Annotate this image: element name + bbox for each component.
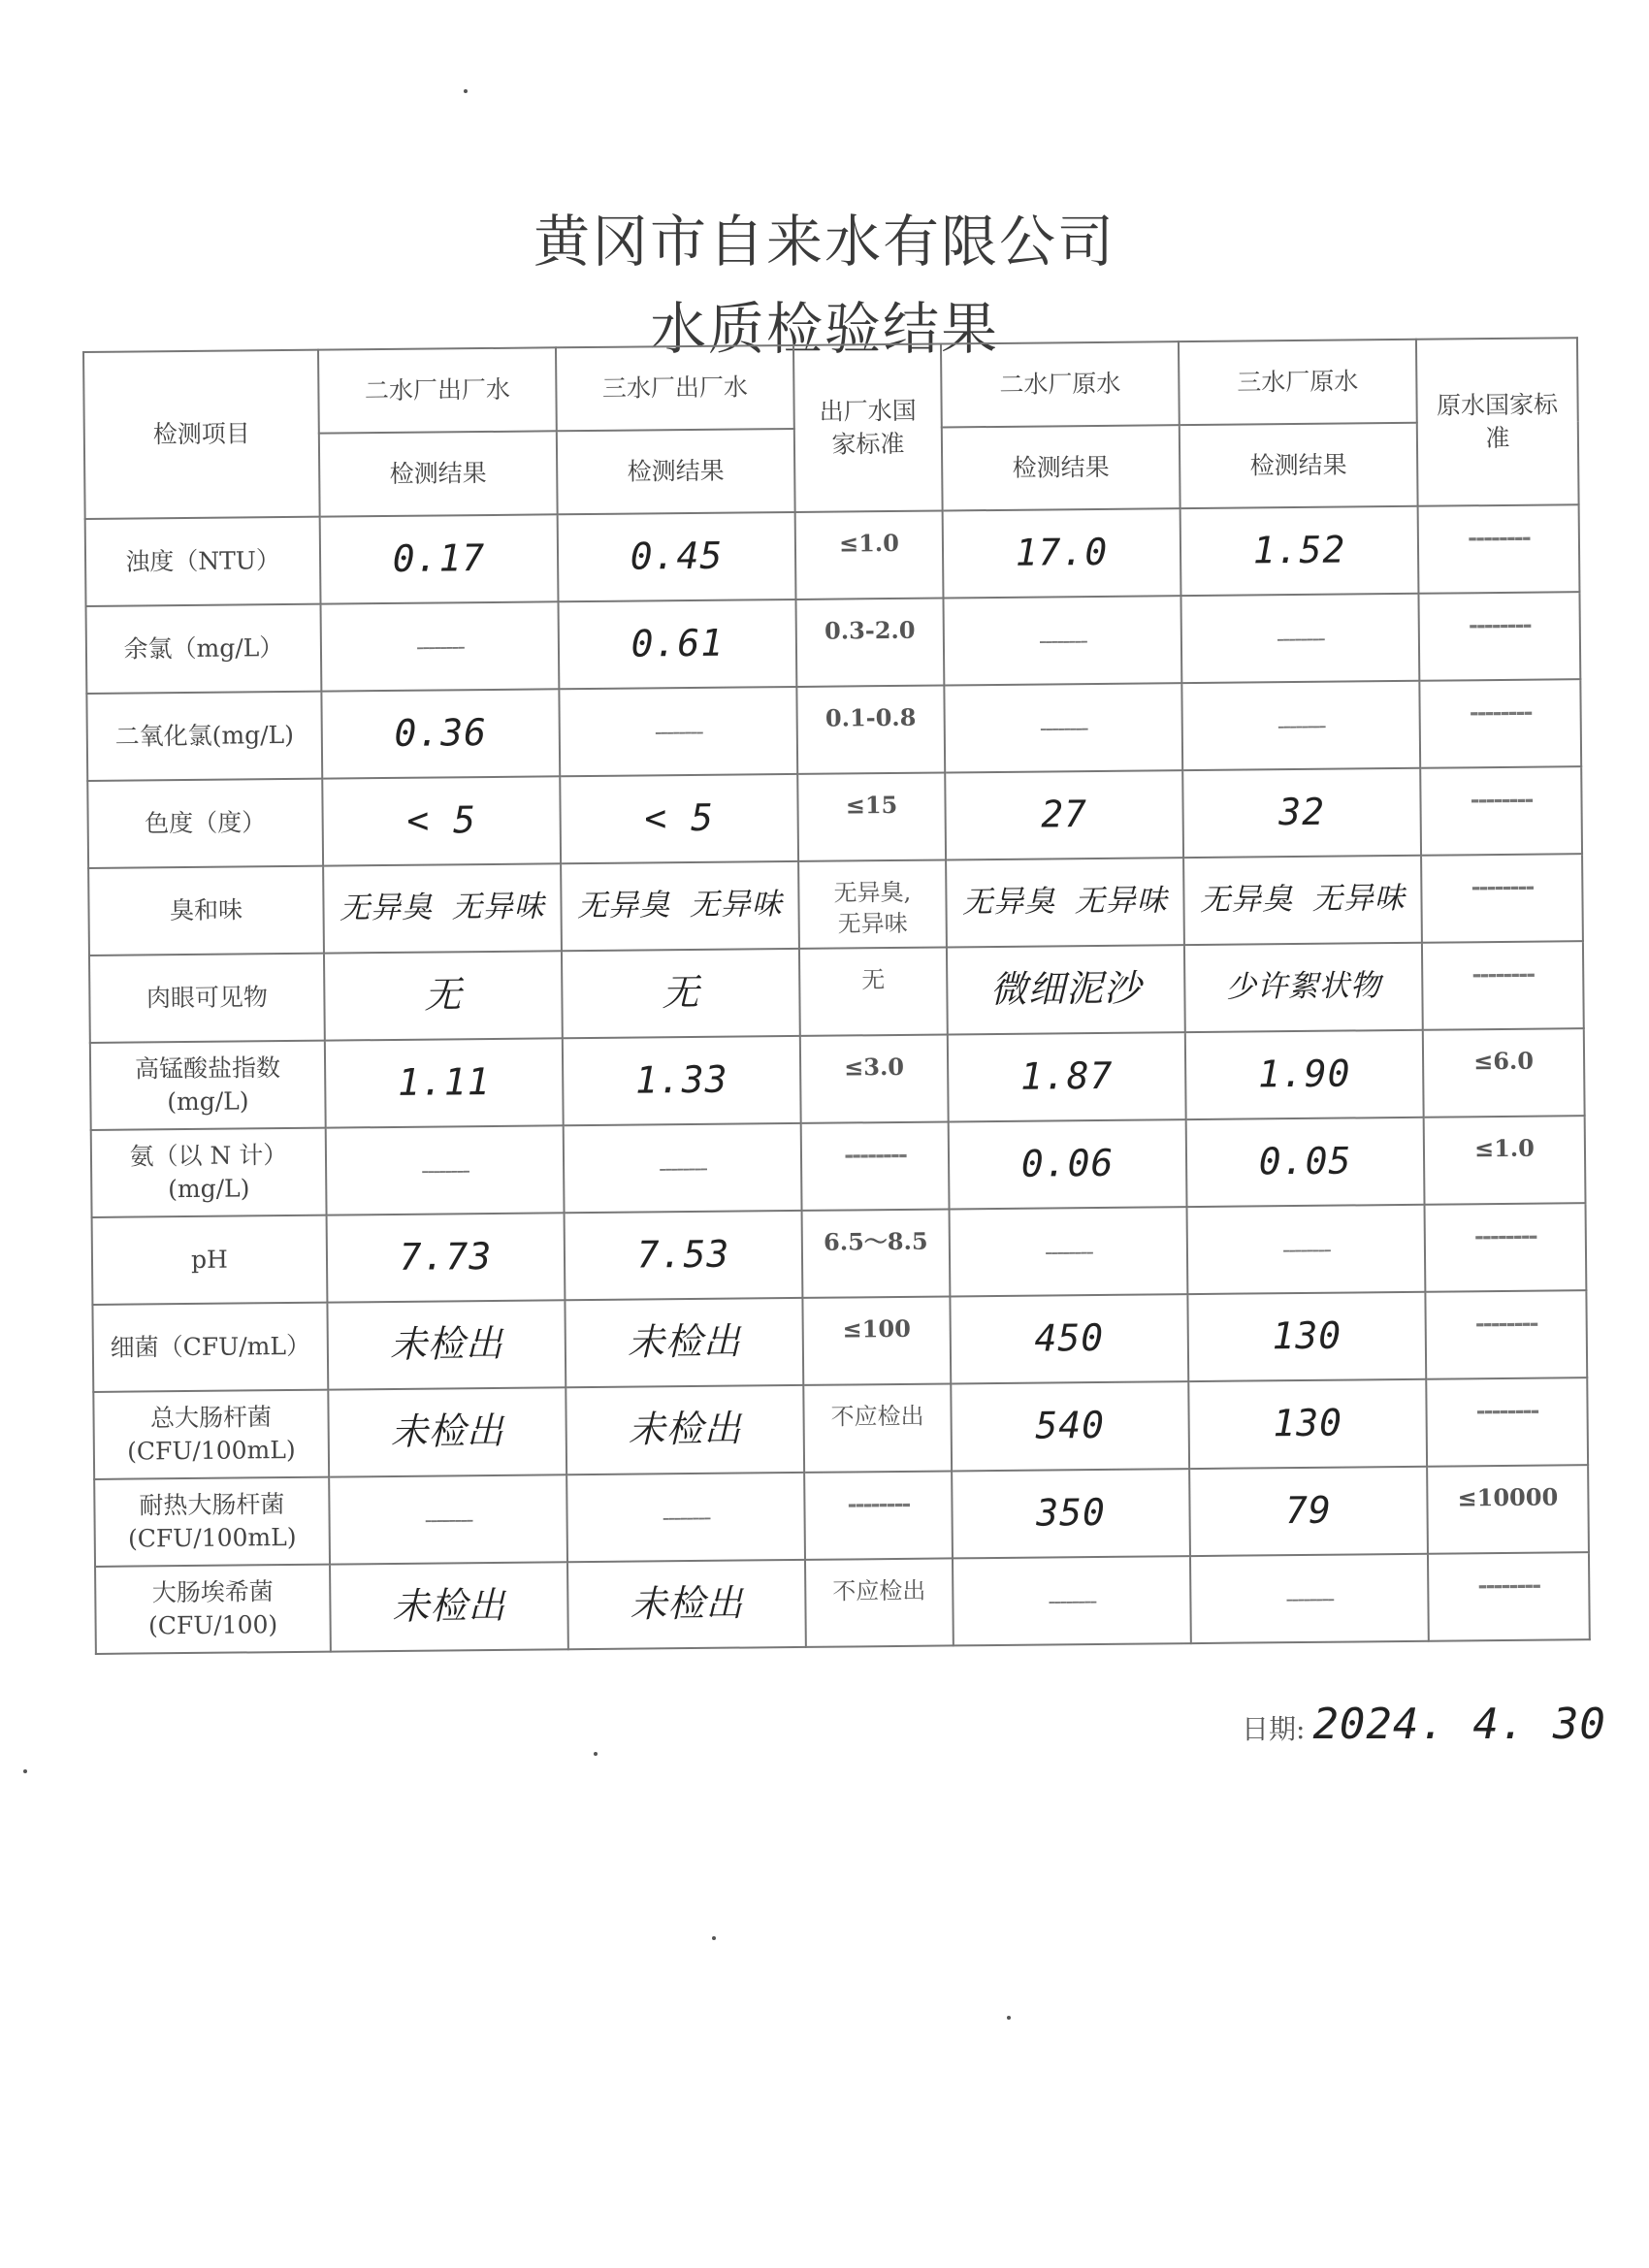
cell-text: 130 [1272, 1313, 1342, 1358]
plant2-outlet-result [328, 1387, 566, 1476]
table-row [92, 1203, 1587, 1305]
plant2-raw-result [953, 1556, 1191, 1645]
table-row [88, 854, 1583, 956]
cell-text: ≤15 [845, 790, 898, 820]
item-name [89, 954, 325, 1043]
item-name [88, 866, 324, 956]
plant2-outlet-result [330, 1562, 568, 1651]
cell-text: -------- [844, 1139, 906, 1169]
plant2-raw-result [944, 683, 1182, 772]
cell-text: 未检出 [389, 1322, 504, 1367]
item-name [87, 779, 323, 868]
plant3-raw-result [1180, 594, 1419, 683]
item-name [90, 1041, 326, 1130]
cell-text: 无异臭 无异味 [576, 887, 784, 924]
plant3-outlet-result [559, 599, 797, 689]
cell-text: -------- [1470, 784, 1533, 814]
table-row [86, 679, 1581, 781]
plant3-raw-result [1185, 1030, 1424, 1119]
plant2-raw-result [943, 508, 1181, 598]
cell-text: < 5 [406, 798, 477, 843]
raw-standard [1419, 679, 1581, 768]
header-raw-standard: 原水国家标准 [1416, 338, 1579, 506]
cell-text: 17.0 [1015, 531, 1109, 575]
table-row [87, 766, 1582, 868]
outlet-standard [797, 772, 946, 860]
cell-text: -------- [662, 1503, 710, 1532]
outlet-standard [796, 685, 945, 773]
item-name [86, 604, 322, 694]
cell-text: -------- [1471, 958, 1535, 988]
report-title: 水质检验结果 [649, 296, 999, 362]
raw-standard [1418, 504, 1580, 594]
plant3-outlet-result [564, 1123, 802, 1213]
plant3-outlet-result [560, 774, 798, 863]
cell-text: 未检出 [392, 1584, 506, 1629]
cell-text: -------- [1277, 711, 1325, 740]
cell-text: (CFU/100mL) [127, 1522, 297, 1553]
plant3-raw-result [1183, 856, 1422, 945]
plant2-outlet-result [320, 514, 559, 603]
cell-text: 不应检出 [832, 1576, 926, 1605]
plant3-raw-result [1180, 506, 1419, 596]
cell-text: (CFU/100) [147, 1610, 278, 1640]
table-row [91, 1116, 1586, 1217]
cell-text: 27 [1041, 793, 1088, 836]
plant2-raw-result [948, 1032, 1186, 1121]
cell-text: -------- [424, 1506, 472, 1534]
raw-standard [1426, 1377, 1588, 1467]
item-name [92, 1215, 328, 1305]
cell-text: 无 [861, 966, 886, 994]
cell-text: 32 [1278, 791, 1326, 834]
outlet-standard [798, 859, 947, 948]
cell-text: 无异臭 无异味 [961, 883, 1168, 921]
item-name [94, 1477, 330, 1567]
plant3-outlet-result [562, 949, 800, 1038]
cell-text: -------- [1048, 1587, 1096, 1615]
plant3-raw-result [1181, 681, 1420, 770]
cell-text: 7.73 [399, 1235, 493, 1280]
raw-standard [1422, 941, 1584, 1030]
header-outlet-standard: 出厂水国家标准 [793, 344, 943, 512]
table-row [95, 1552, 1590, 1654]
cell-text: 未检出 [390, 1409, 504, 1454]
plant2-outlet-result [325, 1038, 564, 1127]
cell-text: 450 [1034, 1316, 1105, 1360]
plant2-raw-result [945, 770, 1183, 859]
raw-standard [1423, 1028, 1585, 1118]
plant3-raw-result [1187, 1205, 1426, 1294]
raw-standard [1425, 1290, 1587, 1379]
item-name [85, 517, 321, 606]
cell-text: 高锰酸盐指数 [134, 1053, 281, 1084]
header-result: 检测结果 [557, 429, 795, 514]
cell-text: -------- [415, 632, 465, 661]
table-row [92, 1290, 1587, 1392]
cell-text: 0.06 [1020, 1142, 1115, 1186]
table-row [89, 941, 1584, 1043]
plant2-raw-result [946, 858, 1184, 947]
date-block [1242, 1700, 1606, 1749]
cell-text: 1.90 [1257, 1052, 1351, 1096]
cell-text: 无异臭, [833, 878, 912, 907]
raw-standard [1424, 1116, 1586, 1205]
cell-text: -------- [1475, 1395, 1538, 1425]
cell-text: 少许絮状物 [1225, 968, 1382, 1005]
outlet-standard [795, 598, 944, 686]
cell-text: 0.36 [394, 711, 488, 756]
plant2-raw-result [952, 1469, 1190, 1558]
cell-text: 臭和味 [169, 895, 243, 925]
plant3-raw-result [1184, 943, 1423, 1032]
water-quality-table [82, 337, 1591, 1655]
cell-text: -------- [1276, 624, 1324, 653]
cell-text: -------- [1471, 871, 1534, 901]
plant2-outlet-result [326, 1125, 565, 1215]
cell-text: -------- [421, 1156, 469, 1184]
outlet-standard [799, 947, 948, 1035]
item-name [91, 1128, 327, 1217]
cell-text: -------- [1469, 697, 1532, 727]
plant3-outlet-result [566, 1473, 805, 1562]
plant3-outlet-result [565, 1298, 803, 1387]
cell-text: 不应检出 [830, 1402, 924, 1431]
cell-text: 色度（度） [145, 808, 267, 838]
cell-text: 1.33 [634, 1057, 728, 1102]
cell-text: 0.45 [630, 535, 724, 578]
cell-text: ≤10000 [1457, 1482, 1559, 1512]
cell-text: ≤1.0 [838, 528, 900, 558]
cell-text: 无异味 [837, 910, 908, 938]
outlet-standard [805, 1558, 954, 1646]
cell-text: -------- [1281, 1235, 1331, 1264]
header-plant3-raw: 三水厂原水 [1179, 340, 1417, 425]
header-result: 检测结果 [942, 425, 1180, 510]
cell-text: 未检出 [627, 1319, 742, 1364]
plant3-outlet-result [567, 1560, 806, 1649]
item-name [92, 1303, 328, 1392]
cell-text: ≤6.0 [1473, 1046, 1535, 1076]
cell-text: 7.53 [636, 1232, 730, 1277]
outlet-standard [802, 1209, 951, 1297]
plant3-outlet-result [563, 1036, 801, 1125]
cell-text: 氨（以 N 计） [129, 1141, 288, 1171]
item-name [86, 692, 322, 781]
plant2-outlet-result [323, 863, 562, 953]
cell-text: 浊度（NTU） [125, 546, 281, 576]
cell-text: ≤1.0 [1473, 1133, 1536, 1163]
cell-text: 6.5～8.5 [823, 1226, 928, 1256]
plant2-outlet-result [327, 1300, 566, 1389]
cell-text: < 5 [644, 796, 715, 840]
header-plant3-outlet: 三水厂出厂水 [556, 345, 794, 431]
cell-text: -------- [1473, 1220, 1536, 1250]
plant2-raw-result [950, 1207, 1188, 1296]
cell-text: 1.52 [1252, 528, 1346, 572]
cell-text: 未检出 [628, 1407, 742, 1451]
cell-text: -------- [1039, 714, 1087, 742]
item-name [93, 1390, 329, 1479]
plant3-outlet-result [561, 861, 799, 951]
cell-text: 540 [1035, 1404, 1106, 1447]
cell-text: 无 [424, 973, 463, 1017]
company-title: 黄冈市自来水有限公司 [533, 209, 1116, 275]
outlet-standard [802, 1296, 951, 1384]
plant3-outlet-result [559, 687, 797, 776]
date-value: 2024. 4. 30 [1312, 1700, 1606, 1749]
plant2-outlet-result [324, 951, 563, 1040]
table-row [90, 1028, 1585, 1130]
cell-text: 微细泥沙 [989, 966, 1143, 1012]
cell-text: -------- [1468, 609, 1531, 639]
raw-standard [1425, 1203, 1587, 1292]
plant3-raw-result [1186, 1118, 1425, 1207]
plant3-raw-result [1187, 1292, 1426, 1381]
cell-text: (mg/L) [168, 1174, 250, 1204]
cell-text: -------- [1044, 1238, 1093, 1266]
outlet-standard [803, 1383, 952, 1472]
outlet-standard [804, 1471, 953, 1559]
header-item: 检测项目 [83, 350, 320, 519]
cell-text: 无 [662, 971, 700, 1015]
plant2-outlet-result [329, 1474, 567, 1564]
cell-text: -------- [1474, 1308, 1537, 1338]
raw-standard [1418, 592, 1580, 681]
plant3-raw-result [1190, 1554, 1429, 1643]
item-name [95, 1565, 331, 1654]
cell-text: 0.17 [392, 536, 486, 581]
table-row [93, 1377, 1588, 1479]
plant3-raw-result [1188, 1379, 1427, 1469]
cell-text: (CFU/100mL) [126, 1435, 296, 1466]
raw-standard [1427, 1465, 1589, 1554]
header-plant2-outlet: 二水厂出厂水 [318, 347, 557, 433]
cell-text: 79 [1284, 1489, 1333, 1533]
cell-text: -------- [659, 1153, 707, 1183]
cell-text: 130 [1273, 1401, 1343, 1445]
cell-text: 大肠埃希菌 [151, 1577, 274, 1607]
date-label: 日期: [1242, 1713, 1306, 1745]
table-row [86, 592, 1581, 694]
cell-text: -------- [654, 718, 702, 746]
cell-text: 耐热大肠杆菌 [139, 1490, 285, 1520]
cell-text: 0.3-2.0 [824, 615, 916, 645]
plant2-outlet-result [321, 689, 560, 778]
raw-standard [1420, 766, 1582, 856]
cell-text: 1.11 [397, 1060, 491, 1105]
cell-text: (mg/L) [167, 1086, 249, 1117]
plant3-outlet-result [566, 1385, 804, 1474]
cell-text: 0.61 [630, 622, 725, 665]
cell-text: -------- [1285, 1584, 1334, 1613]
cell-text: 肉眼可见物 [146, 983, 269, 1013]
plant3-raw-result [1182, 768, 1421, 858]
cell-text: ≤3.0 [844, 1052, 905, 1082]
cell-text: 350 [1036, 1491, 1107, 1535]
cell-text: 未检出 [630, 1581, 744, 1626]
plant3-raw-result [1189, 1467, 1428, 1556]
plant2-outlet-result [327, 1213, 566, 1302]
outlet-standard [795, 510, 944, 599]
cell-text: 二氧化氯(mg/L) [114, 721, 295, 751]
header-result: 检测结果 [1180, 423, 1418, 508]
plant2-raw-result [943, 596, 1181, 685]
cell-text: -------- [847, 1488, 910, 1518]
plant2-outlet-result [321, 601, 560, 691]
outlet-standard [800, 1034, 949, 1122]
cell-text: 余氯（mg/L） [123, 633, 284, 664]
cell-text: 细菌（CFU/mL） [110, 1331, 311, 1362]
plant2-raw-result [947, 945, 1185, 1034]
cell-text: -------- [1038, 627, 1086, 655]
cell-text: -------- [1477, 1570, 1540, 1600]
outlet-standard [801, 1121, 950, 1210]
results-table-container [82, 337, 1589, 1655]
table-row [85, 504, 1580, 606]
plant3-outlet-result [558, 512, 796, 601]
raw-standard [1421, 854, 1583, 943]
plant2-outlet-result [322, 776, 561, 865]
cell-text: pH [190, 1245, 229, 1275]
raw-standard [1428, 1552, 1590, 1641]
cell-text: 无异臭 无异味 [340, 889, 546, 926]
cell-text: 0.05 [1258, 1139, 1352, 1183]
cell-text: 0.1-0.8 [824, 702, 917, 732]
cell-text: -------- [1467, 522, 1530, 552]
plant3-outlet-result [565, 1211, 803, 1300]
cell-text: 无异臭 无异味 [1199, 881, 1406, 919]
table-row [94, 1465, 1589, 1567]
cell-text: ≤100 [842, 1313, 911, 1344]
plant2-raw-result [951, 1381, 1189, 1471]
cell-text: 1.87 [1019, 1054, 1114, 1099]
plant2-raw-result [949, 1119, 1187, 1209]
plant2-raw-result [950, 1294, 1188, 1383]
header-result: 检测结果 [319, 431, 558, 516]
header-plant2-raw: 二水厂原水 [941, 341, 1180, 427]
cell-text: 总大肠杆菌 [149, 1403, 273, 1433]
